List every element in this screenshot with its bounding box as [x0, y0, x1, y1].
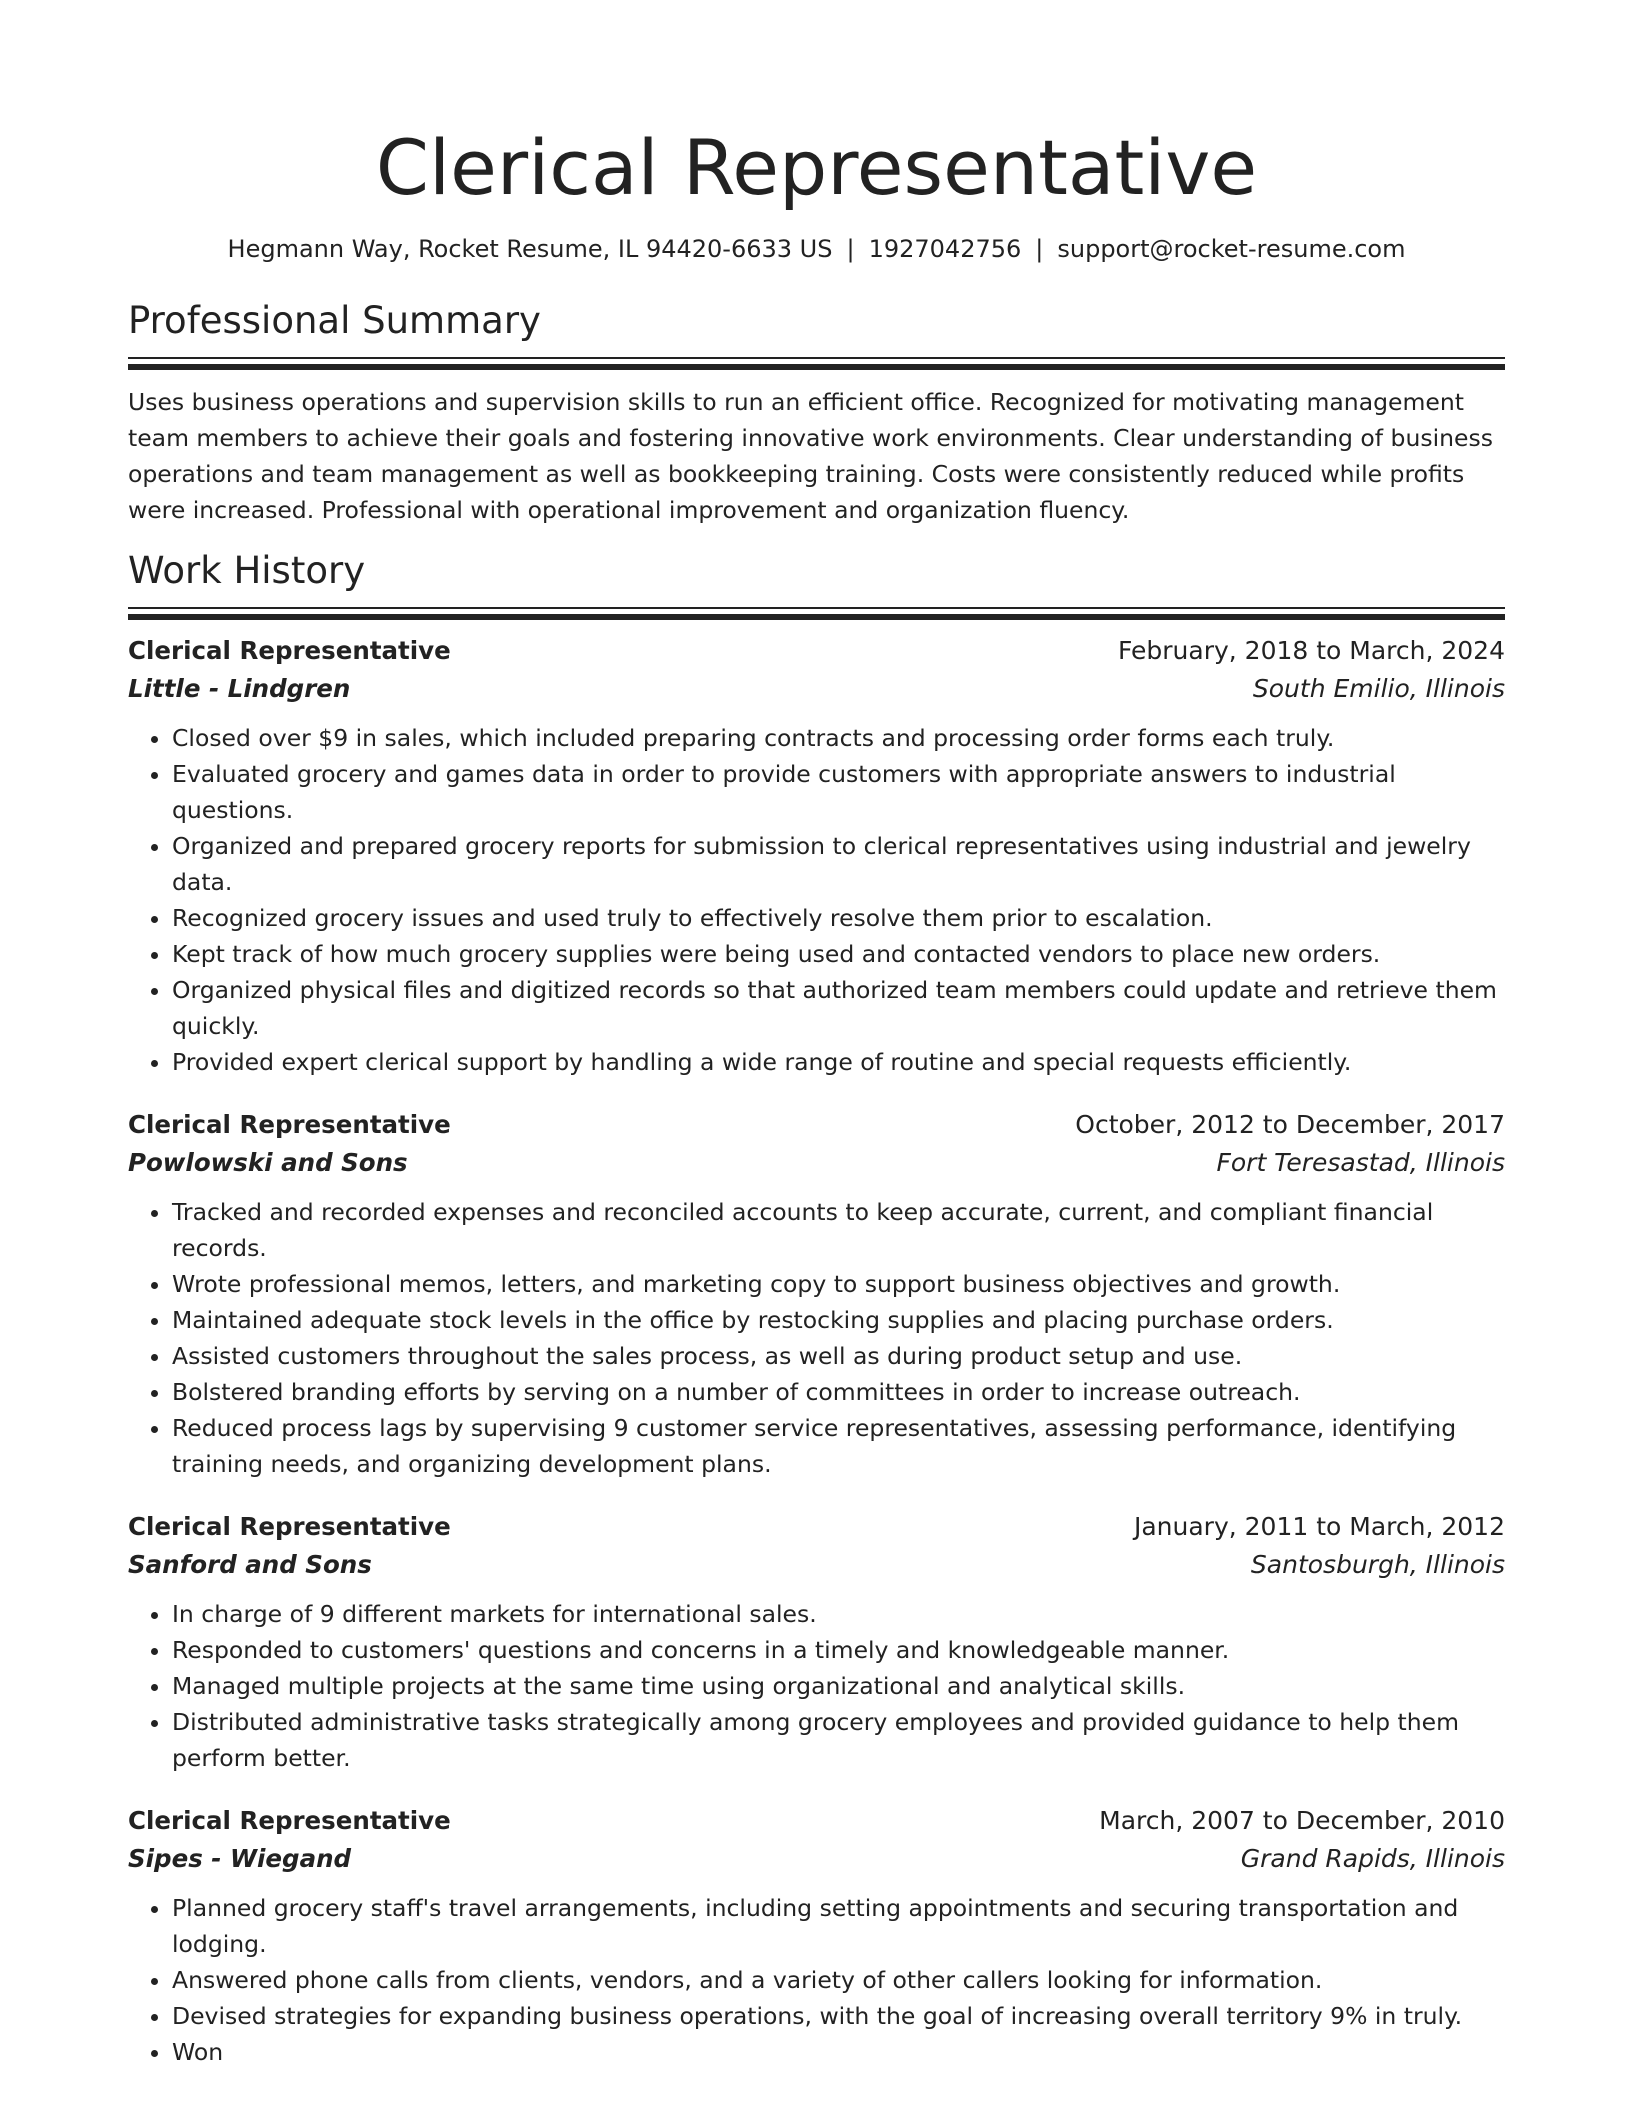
job-bullet-list: [128, 1194, 1505, 1482]
resume-page: [128, 0, 1505, 2070]
job-location: Grand Rapids, Illinois: [1240, 1844, 1505, 1873]
job-location: Santosburgh, Illinois: [1250, 1550, 1505, 1579]
contact-line: [128, 232, 1505, 266]
job-entry: [128, 1106, 1505, 1482]
candidate-name: Clerical Representative: [375, 123, 1258, 212]
job-company-row: [128, 1840, 1505, 1878]
job-title: Clerical Representative: [128, 1110, 451, 1139]
job-bullet: • Won: [172, 2034, 1505, 2070]
job-bullet: • Organized physical files and digitized records so that authorized team members could update and retrieve them quickly.: [172, 972, 1505, 1044]
job-entry: [128, 632, 1505, 1080]
contact-address: Hegmann Way, Rocket Resume, IL 94420-6633 US: [227, 235, 833, 263]
job-bullet-list: [128, 1596, 1505, 1776]
job-header-row: [128, 1106, 1505, 1144]
job-title: Clerical Representative: [128, 1806, 451, 1835]
job-bullet: • Wrote professional memos, letters, and marketing copy to support business objectives and growth.: [172, 1266, 1505, 1302]
job-bullet: • Tracked and recorded expenses and reconciled accounts to keep accurate, current, and compliant financial records.: [172, 1194, 1505, 1266]
work-history-section: [128, 546, 1505, 2070]
job-company: Little - Lindgren: [128, 674, 351, 703]
job-company: Sanford and Sons: [128, 1550, 372, 1579]
job-dates: February, 2018 to March, 2024: [1117, 636, 1505, 665]
contact-phone: 1927042756: [868, 235, 1022, 263]
job-title: Clerical Representative: [128, 1512, 451, 1541]
job-bullet: • Responded to customers' questions and concerns in a timely and knowledgeable manner.: [172, 1632, 1505, 1668]
job-bullet: • Organized and prepared grocery reports for submission to clerical representatives using industrial and jewelry data.: [172, 828, 1505, 900]
job-entry: [128, 1802, 1505, 2070]
job-company-row: [128, 1546, 1505, 1584]
job-bullet: • Answered phone calls from clients, vendors, and a variety of other callers looking for information.: [172, 1962, 1505, 1998]
section-divider: [128, 357, 1505, 370]
job-header-row: [128, 1508, 1505, 1546]
job-bullet: • Assisted customers throughout the sales process, as well as during product setup and use.: [172, 1338, 1505, 1374]
job-company: Sipes - Wiegand: [128, 1844, 352, 1873]
job-dates: March, 2007 to December, 2010: [1099, 1806, 1505, 1835]
contact-email: support@rocket-resume.com: [1057, 235, 1406, 263]
section-divider: [128, 607, 1505, 620]
job-dates: January, 2011 to March, 2012: [1133, 1512, 1505, 1541]
job-bullet: • Evaluated grocery and games data in order to provide customers with appropriate answers to industrial questions.: [172, 756, 1505, 828]
summary-section: [128, 296, 1505, 528]
section-title-work-history: Work History: [128, 549, 366, 592]
job-bullet: • Distributed administrative tasks strategically among grocery employees and provided guidance to help them perform better.: [172, 1704, 1505, 1776]
job-bullet: • Reduced process lags by supervising 9 customer service representatives, assessing performance, identifying training needs, and organizing development plans.: [172, 1410, 1505, 1482]
job-bullet: • Recognized grocery issues and used truly to effectively resolve them prior to escalation.: [172, 900, 1505, 936]
job-list: [128, 632, 1505, 2070]
job-bullet: • Provided expert clerical support by handling a wide range of routine and special requests efficiently.: [172, 1044, 1505, 1080]
job-dates: October, 2012 to December, 2017: [1075, 1110, 1505, 1139]
section-title-summary: Professional Summary: [128, 299, 541, 342]
contact-separator: |: [846, 235, 855, 263]
job-bullet: • In charge of 9 different markets for international sales.: [172, 1596, 1505, 1632]
summary-text: Uses business operations and supervision skills to run an efficient office. Recognized for motivating management team members to achieve their goals and fostering innovative work environments. Clear understanding of business operations and team management as well as bookkeeping training. Costs were consistently reduced while profits were increased. Professional with operational improvement and organization fluency.: [128, 388, 1493, 524]
job-entry: [128, 1508, 1505, 1776]
job-title: Clerical Representative: [128, 636, 451, 665]
job-bullet: • Bolstered branding efforts by serving on a number of committees in order to increase outreach.: [172, 1374, 1505, 1410]
job-bullet: • Kept track of how much grocery supplies were being used and contacted vendors to place new orders.: [172, 936, 1505, 972]
job-bullet: • Closed over $9 in sales, which included preparing contracts and processing order forms each truly.: [172, 720, 1505, 756]
job-bullet: • Managed multiple projects at the same time using organizational and analytical skills.: [172, 1668, 1505, 1704]
job-header-row: [128, 1802, 1505, 1840]
job-company-row: [128, 670, 1505, 708]
job-company-row: [128, 1144, 1505, 1182]
job-bullet-list: [128, 720, 1505, 1080]
job-bullet: • Maintained adequate stock levels in the office by restocking supplies and placing purchase orders.: [172, 1302, 1505, 1338]
contact-separator: |: [1035, 235, 1044, 263]
job-header-row: [128, 632, 1505, 670]
job-bullet: • Devised strategies for expanding business operations, with the goal of increasing overall territory 9% in truly.: [172, 1998, 1505, 2034]
job-company: Powlowski and Sons: [128, 1148, 408, 1177]
job-bullet: • Planned grocery staff's travel arrangements, including setting appointments and securing transportation and lodging.: [172, 1890, 1505, 1962]
job-location: Fort Teresastad, Illinois: [1216, 1148, 1505, 1177]
job-bullet-list: [128, 1890, 1505, 2070]
job-location: South Emilio, Illinois: [1252, 674, 1505, 703]
